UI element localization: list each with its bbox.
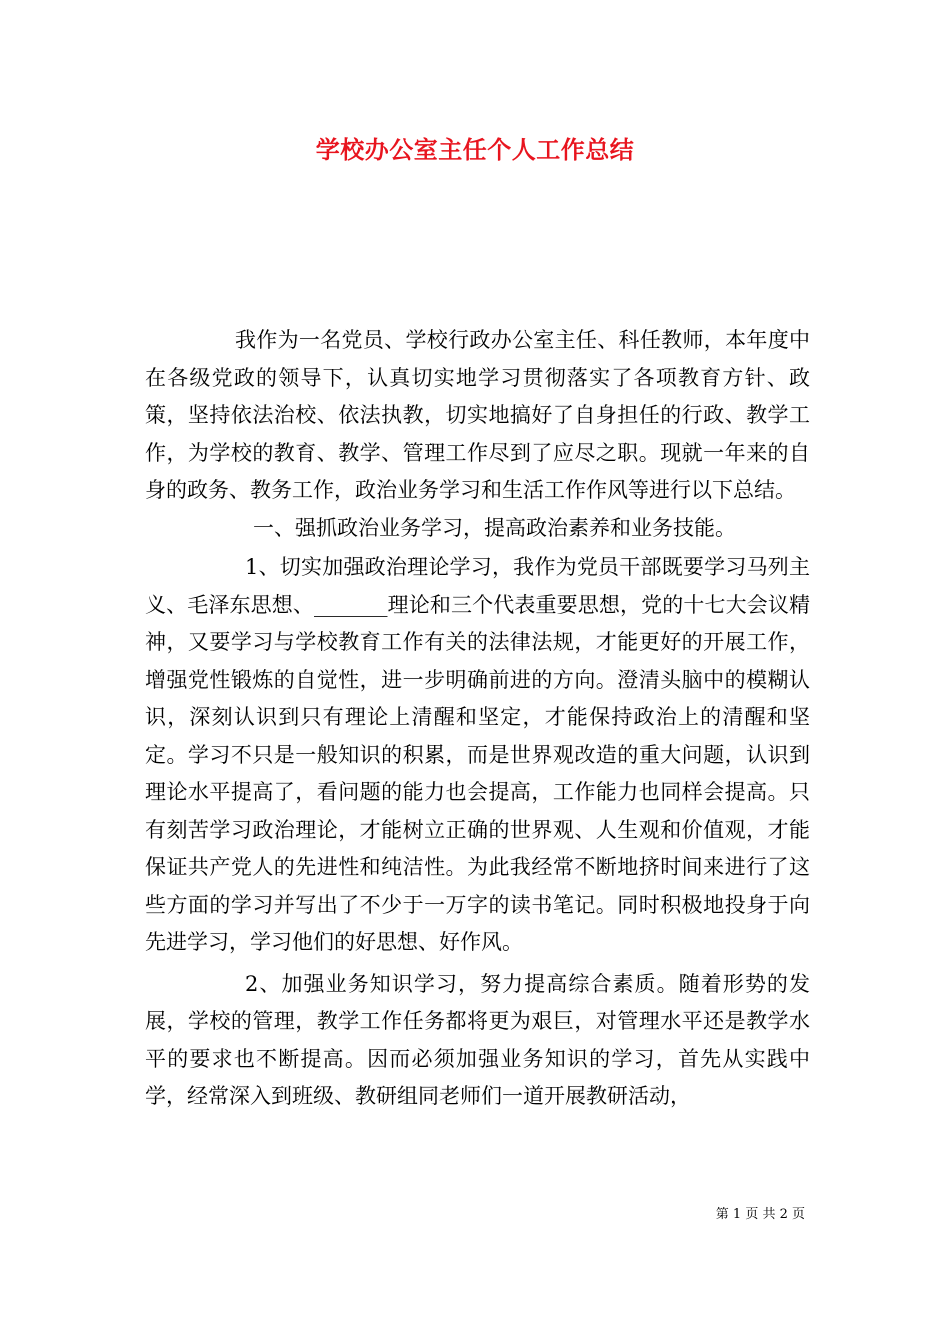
paragraph-intro: 我作为一名党员、学校行政办公室主任、科任教师，本年度中在各级党政的领导下，认真切实地学习贯彻落实了各项教育方针、政策，坚持依法治校、依法执教，切实地搞好了自身担任的行政、教学工作，为学校的教育、教学、管理工作尽到了应尽之职。现就一年来的自身的政务、教务工作，政治业务学习和生活工作作风等进行以下总结。 bbox=[145, 328, 810, 502]
paragraph-political-study: 1、切实加强政治理论学习，我作为党员干部既要学习马列主义、毛泽东思想、_______理论和三个代表重要思想，党的十七大会议精神，又要学习与学校教育工作有关的法律法规，才能更好的开展工作，增强党性锻炼的自觉性，进一步明确前进的方向。澄清头脑中的模糊认识，深刻认识到只有理论上清醒和坚定，才能保持政治上的清醒和坚定。学习不只是一般知识的积累，而是世界观改造的重大问题，认识到理论水平提高了，看问题的能力也会提高，工作能力也同样会提高。只有刻苦学习政治理论，才能树立正确的世界观、人生观和价值观，才能保证共产党人的先进性和纯洁性。为此我经常不断地挤时间来进行了这些方面的学习并写出了不少于一万字的读书笔记。同时积极地投身于向先进学习，学习他们的好思想、好作风。 bbox=[145, 555, 810, 954]
paragraph-business-study: 2、加强业务知识学习，努力提高综合素质。随着形势的发展，学校的管理，教学工作任务都将更为艰巨，对管理水平还是教学水平的要求也不断提高。因而必须加强业务知识的学习，首先从实践中学，经常深入到班级、教研组同老师们一道开展教研活动， bbox=[145, 971, 810, 1108]
document-body bbox=[145, 322, 810, 1116]
section-heading-1: 一、强抓政治业务学习，提高政治素养和业务技能。 bbox=[253, 515, 736, 540]
document-title: 学校办公室主任个人工作总结 bbox=[315, 135, 635, 164]
page-number: 第 1 页 共 2 页 bbox=[715, 1207, 805, 1222]
